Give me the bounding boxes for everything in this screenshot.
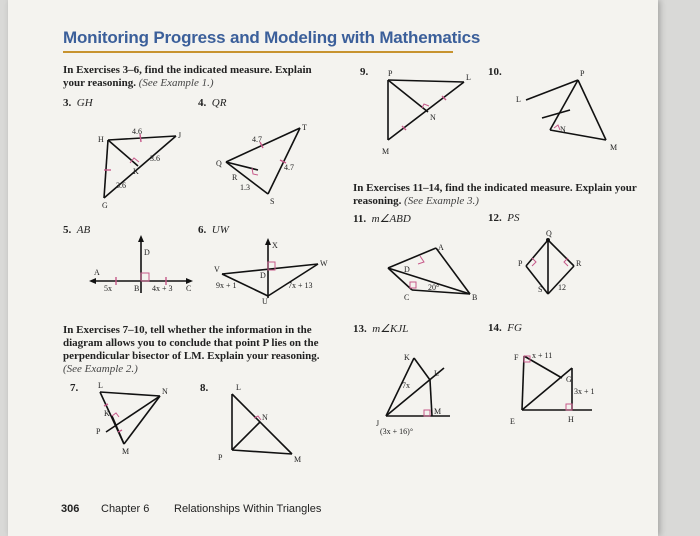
ex12-pt-q: Q <box>546 229 552 238</box>
ex8-pt-l: L <box>236 383 241 392</box>
ex6-pt-x: X <box>272 241 278 250</box>
ex7-pt-k: K <box>104 409 110 418</box>
ex12-figure <box>518 229 608 302</box>
ex6-figure <box>212 236 334 306</box>
ex7-figure <box>88 381 188 464</box>
ex12-label: 12. PS <box>488 212 520 224</box>
section2-instruction: In Exercises 7–10, tell whether the information in the diagram allows you to conclude that point P lies on the perpendicular bisector of LM. Explain your reasoning. (See Example 2.) <box>63 324 320 375</box>
ex8-figure <box>216 384 316 468</box>
ex8-pt-n: N <box>262 413 268 422</box>
section3-instruction: In Exercises 11–14, find the indicated measure. Explain your reasoning. (See Example 3.) <box>353 182 637 207</box>
ex14-pt-h: H <box>568 415 574 424</box>
ex5-pt-a: A <box>94 268 100 277</box>
ex3-pt-g: G <box>102 201 108 210</box>
ex4-val-top: 4.7 <box>252 135 262 144</box>
ex6-label: 6. UW <box>198 224 229 236</box>
ex9-figure <box>374 70 484 160</box>
ex8-pt-m: M <box>294 455 302 464</box>
ex13-val-top: 7x <box>402 381 410 390</box>
title-underline <box>63 51 453 53</box>
ex7-pt-m: M <box>122 447 130 456</box>
ex5-val-left: 5x <box>104 284 112 293</box>
ex4-pt-s: S <box>270 197 275 206</box>
ex3-figure <box>78 118 188 208</box>
ex6-val-right: 7x + 13 <box>288 281 313 290</box>
ex12-pt-r: R <box>576 259 582 268</box>
ex11-label: 11. m∠ABD <box>353 213 411 225</box>
ex9-label: 9. <box>360 66 369 78</box>
ex3-val-mid: 3.6 <box>150 154 160 163</box>
ex3-pt-j: J <box>178 131 182 140</box>
ex14-val-right: 3x + 1 <box>574 387 595 396</box>
ex3-pt-h: H <box>98 135 104 144</box>
ex10-pt-l: L <box>516 95 521 104</box>
ex3-pt-k: K <box>133 167 139 176</box>
ex9-pt-p: P <box>388 69 393 78</box>
ex4-pt-q: Q <box>216 159 222 168</box>
ex9-pt-m: M <box>382 147 390 156</box>
ex4-val-right: 4.7 <box>284 163 294 172</box>
ex13-pt-l: L <box>434 369 439 378</box>
ex12-val-side: 12 <box>558 283 566 292</box>
ex10-figure <box>514 70 624 154</box>
ex5-val-right: 4x + 3 <box>152 284 173 293</box>
textbook-page <box>8 0 658 536</box>
ex8-label: 8. <box>200 382 209 394</box>
ex11-pt-b: B <box>472 293 478 302</box>
ex11-pt-c: C <box>404 293 410 302</box>
ex5-label: 5. AB <box>63 224 91 236</box>
ex7-label: 7. <box>70 382 79 394</box>
ex13-val-bot: (3x + 16)° <box>380 427 414 436</box>
ex13-pt-j: J <box>376 419 380 428</box>
ex13-pt-m: M <box>434 407 442 416</box>
ex12-pt-p: P <box>518 259 523 268</box>
ex5-figure <box>86 235 198 297</box>
ex14-pt-g: G <box>566 375 572 384</box>
ex9-pt-n: N <box>430 113 436 122</box>
ex4-pt-t: T <box>302 123 307 132</box>
ex6-pt-d: D <box>260 271 266 280</box>
ex6-val-left: 9x + 1 <box>216 281 237 290</box>
ex5-pt-b: B <box>134 284 140 293</box>
ex7-pt-l: L <box>98 381 103 390</box>
ex6-pt-w: W <box>320 259 328 268</box>
ex13-label: 13. m∠KJL <box>353 323 409 335</box>
ex5-pt-c: C <box>186 284 192 293</box>
ex14-figure <box>508 348 618 432</box>
ex4-val-bot: 1.3 <box>240 183 250 192</box>
ex11-pt-a: A <box>438 243 444 252</box>
ex9-pt-l: L <box>466 73 471 82</box>
ex14-pt-e: E <box>510 417 515 426</box>
ex11-val-angle: 20° <box>428 283 440 292</box>
ex14-pt-f: F <box>514 353 519 362</box>
ex7-pt-p: P <box>96 427 101 436</box>
ex3-val-bot: 3.6 <box>116 181 126 190</box>
chapter-title: Relationships Within Triangles <box>174 503 322 515</box>
ex4-figure <box>208 122 318 212</box>
ex3-val-top: 4.6 <box>132 127 142 136</box>
ex5-pt-d: D <box>144 248 150 257</box>
chapter-label: Chapter 6 <box>101 503 150 515</box>
ex4-pt-r: R <box>232 173 238 182</box>
ex10-pt-p: P <box>580 69 585 78</box>
ex10-pt-m: M <box>610 143 618 152</box>
page-title: Monitoring Progress and Modeling with Mathematics <box>63 28 481 47</box>
ex13-figure <box>374 350 474 434</box>
ex13-pt-k: K <box>404 353 410 362</box>
ex14-val-top: x + 11 <box>532 351 553 360</box>
ex11-pt-d: D <box>404 265 410 274</box>
page-number: 306 <box>61 503 80 515</box>
ex10-pt-n: N <box>560 125 566 134</box>
ex3-label: 3. GH <box>63 97 93 109</box>
section1-instruction: In Exercises 3–6, find the indicated measure. Explain your reasoning. (See Example 1.) <box>63 64 312 89</box>
ex11-figure <box>384 232 494 302</box>
ex10-label: 10. <box>488 66 502 78</box>
ex7-pt-n: N <box>162 387 168 396</box>
ex4-label: 4. QR <box>198 97 227 109</box>
ex12-pt-s: S <box>538 285 543 294</box>
ex6-pt-u: U <box>262 297 268 306</box>
ex8-pt-p: P <box>218 453 223 462</box>
ex14-label: 14. FG <box>488 322 522 334</box>
ex6-pt-v: V <box>214 265 220 274</box>
